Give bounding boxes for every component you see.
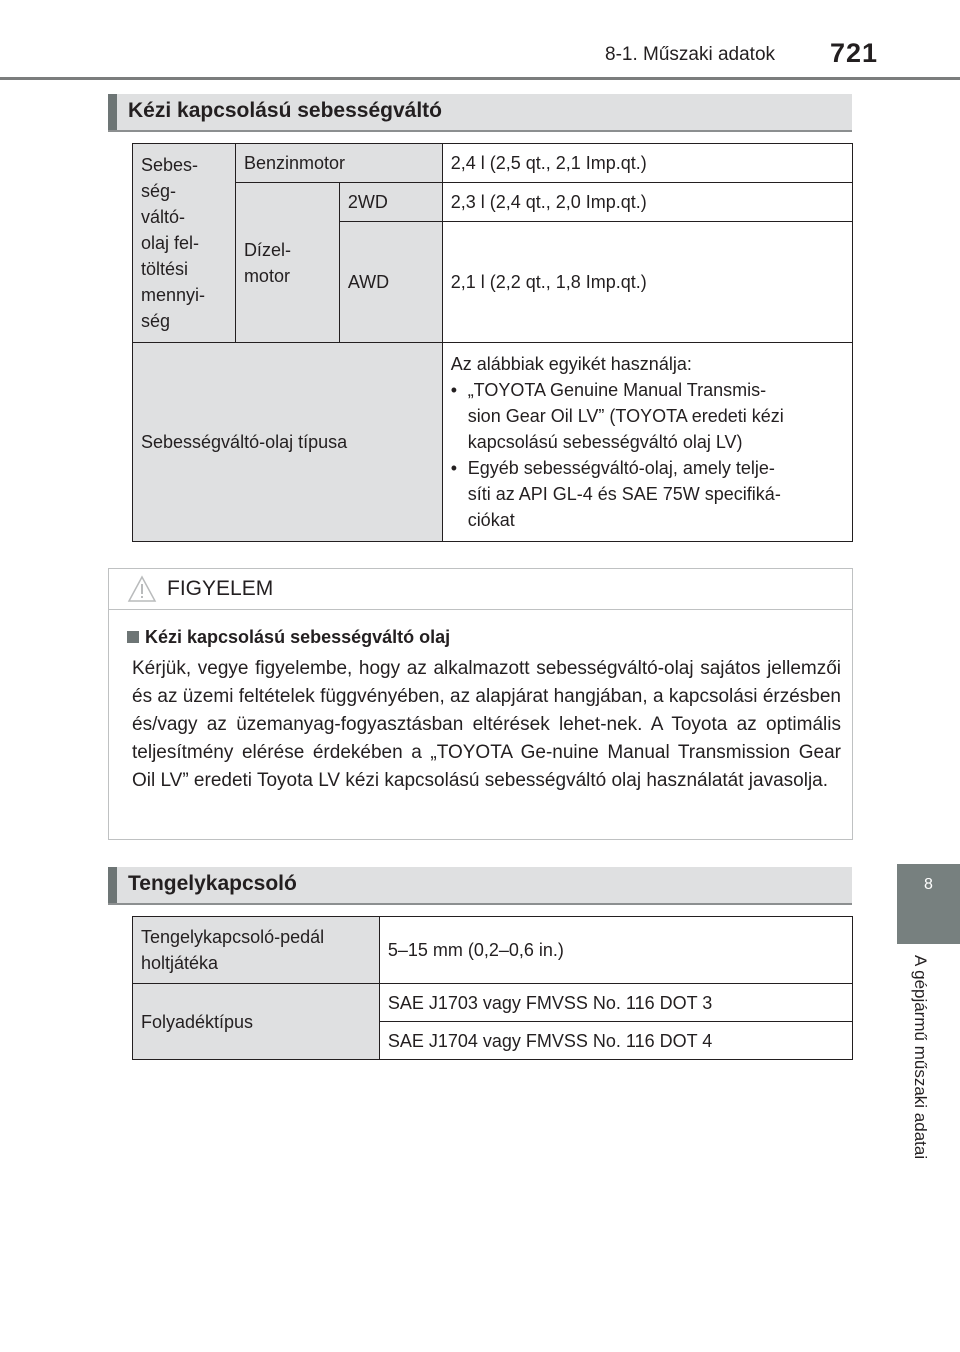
fluid-label: Folyadéktípus [133,984,380,1060]
oil-type-item-text: „TOYOTA Genuine Manual Transmis- sion Gear Oil LV” (TOYOTA eredeti kézi kapcsolású sebességváltó olaj LV) [467,380,784,452]
heading-bar [108,94,117,130]
oil-type-value [442,343,852,542]
oil-type-label: Sebességváltó-olaj típusa [133,343,443,542]
oil-type-item [451,377,844,455]
awd-label: AWD [339,222,442,343]
oil-type-item [451,455,844,533]
section-title: 8-1. Műszaki adatok [605,44,776,65]
warning-header [109,569,852,610]
header-divider [0,77,960,80]
chapter-tab [897,864,960,944]
heading-bar [108,867,117,903]
page-number: 721 [830,38,879,68]
awd-value: 2,1 l (2,2 qt., 1,8 Imp.qt.) [442,222,852,343]
fluid-value-1: SAE J1703 vagy FMVSS No. 116 DOT 3 [379,984,852,1022]
bullet: • [450,380,457,400]
warning-box [108,568,853,840]
oil-type-item-text: Egyéb sebességváltó-olaj, amely telje- síti az API GL-4 és SAE 75W specifiká- ciókat [467,458,781,530]
gearbox-spec-table [132,143,853,542]
axle-spec-table [132,916,853,1060]
warning-triangle-icon [127,575,157,603]
warning-subtitle [127,627,450,648]
bullet: • [450,458,457,478]
fluid-value-2: SAE J1704 vagy FMVSS No. 116 DOT 4 [379,1022,852,1060]
oil-type-intro: Az alábbiak egyikét használja: [450,354,692,374]
gearbox-section-title: Kézi kapcsolású sebességváltó [128,99,442,122]
warning-text: Kérjük, vegye figyelembe, hogy az alkalmazott sebességváltó-olaj sajátos jellemzői és az üzemi feltételek függvényében, az alapjárat hangjában, a kapcsolási érzésben és/vagy az üzemanyag-fogyasztásban eltérések lehet-nek. A Toyota az optimális teljesítmény elérése érdekében a „TOYOTA Ge-nuine Manual Transmission Gear Oil LV” eredeti Toyota LV kézi kapcsolású sebességváltó olaj használatát javasolja. [132,658,841,791]
2wd-label: 2WD [339,183,442,222]
pedal-value: 5–15 mm (0,2–0,6 in.) [379,917,852,984]
chapter-number: 8 [924,876,933,893]
axle-section-heading [108,867,852,905]
warning-title: FIGYELEM [167,577,274,600]
axle-section-title: Tengelykapcsoló [128,872,297,895]
capacity-label: Sebes- ség- váltó- olaj fel- töltési mennyi- ség [133,144,236,343]
square-bullet-icon [127,631,139,643]
petrol-value: 2,4 l (2,5 qt., 2,1 Imp.qt.) [442,144,852,183]
chapter-label: A gépjármű műszaki adatai [911,955,930,1160]
diesel-label: Dízel- motor [235,183,339,343]
gearbox-section-heading [108,94,852,132]
pedal-label: Tengelykapcsoló-pedál holtjátéka [133,917,380,984]
2wd-value: 2,3 l (2,4 qt., 2,0 Imp.qt.) [442,183,852,222]
warning-subtitle-text: Kézi kapcsolású sebességváltó olaj [145,627,451,647]
petrol-label: Benzinmotor [235,144,442,183]
